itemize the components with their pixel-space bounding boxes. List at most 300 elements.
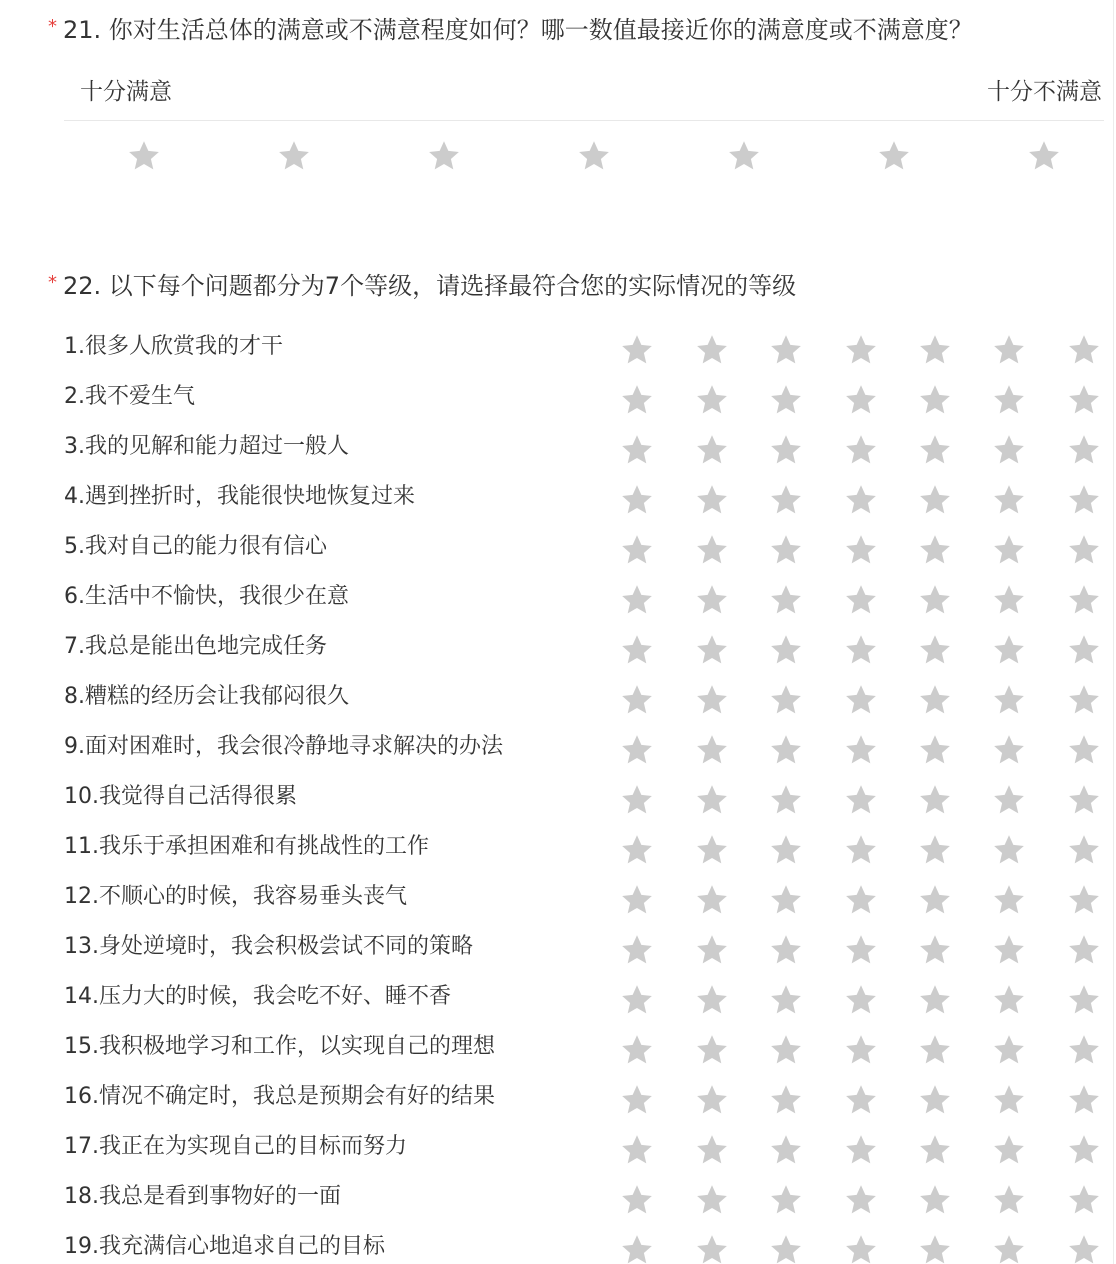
- rating-star-7[interactable]: [1066, 832, 1102, 868]
- rating-star-5[interactable]: [917, 582, 953, 618]
- rating-star-3[interactable]: [768, 682, 804, 718]
- rating-star-7[interactable]: [1066, 432, 1102, 468]
- star-icon: [917, 532, 953, 568]
- rating-star-7[interactable]: [1066, 732, 1102, 768]
- star-icon: [1066, 982, 1102, 1018]
- star-icon: [843, 582, 879, 618]
- star-icon: [917, 932, 953, 968]
- rating-star-3[interactable]: [768, 1132, 804, 1168]
- rating-star-7[interactable]: [1066, 632, 1102, 668]
- rating-star-6[interactable]: [991, 732, 1027, 768]
- star-icon: [1066, 1132, 1102, 1168]
- star-icon: [991, 1132, 1027, 1168]
- matrix-row-label: 13.身处逆境时，我会积极尝试不同的策略: [64, 934, 473, 959]
- rating-star-2[interactable]: [694, 1232, 730, 1264]
- rating-star-5[interactable]: [726, 138, 762, 174]
- star-icon: [694, 932, 730, 968]
- rating-star-3[interactable]: [768, 732, 804, 768]
- star-icon: [876, 138, 912, 174]
- rating-star-5[interactable]: [917, 982, 953, 1018]
- rating-star-4[interactable]: [843, 932, 879, 968]
- matrix-row-label: 16.情况不确定时，我总是预期会有好的结果: [64, 1084, 495, 1109]
- rating-star-2[interactable]: [694, 1082, 730, 1118]
- star-icon: [619, 932, 655, 968]
- matrix-row-label: 8.糟糕的经历会让我郁闷很久: [64, 684, 349, 709]
- matrix-row-label: 1.很多人欣赏我的才干: [64, 334, 283, 359]
- matrix-row-label: 17.我正在为实现自己的目标而努力: [64, 1134, 407, 1159]
- star-icon: [694, 782, 730, 818]
- rating-star-4[interactable]: [843, 632, 879, 668]
- rating-star-2[interactable]: [694, 1032, 730, 1068]
- rating-star-2[interactable]: [694, 432, 730, 468]
- rating-star-2[interactable]: [694, 582, 730, 618]
- rating-star-6[interactable]: [991, 1232, 1027, 1264]
- rating-star-5[interactable]: [917, 1232, 953, 1264]
- star-icon: [917, 732, 953, 768]
- matrix-row: [64, 1122, 1114, 1172]
- rating-star-5[interactable]: [917, 382, 953, 418]
- star-icon: [768, 382, 804, 418]
- matrix-row-stars: [64, 1172, 1114, 1222]
- star-icon: [619, 432, 655, 468]
- star-icon: [694, 682, 730, 718]
- matrix-row: [64, 1222, 1114, 1264]
- star-icon: [768, 1132, 804, 1168]
- matrix-row-label: 2.我不爱生气: [64, 384, 195, 409]
- rating-star-4[interactable]: [843, 682, 879, 718]
- rating-star-3[interactable]: [426, 138, 462, 174]
- rating-star-1[interactable]: [619, 982, 655, 1018]
- rating-star-2[interactable]: [276, 138, 312, 174]
- star-icon: [843, 832, 879, 868]
- rating-star-1[interactable]: [619, 632, 655, 668]
- star-icon: [991, 382, 1027, 418]
- star-icon: [619, 982, 655, 1018]
- rating-star-3[interactable]: [768, 482, 804, 518]
- rating-star-7[interactable]: [1066, 332, 1102, 368]
- matrix-row-label: 12.不顺心的时候，我容易垂头丧气: [64, 884, 407, 909]
- star-icon: [917, 782, 953, 818]
- star-icon: [1066, 532, 1102, 568]
- rating-star-4[interactable]: [843, 382, 879, 418]
- rating-star-2[interactable]: [694, 332, 730, 368]
- matrix-row-stars: [64, 722, 1114, 772]
- rating-star-7[interactable]: [1066, 532, 1102, 568]
- matrix-row: [64, 972, 1114, 1022]
- rating-star-3[interactable]: [768, 432, 804, 468]
- rating-star-4[interactable]: [843, 782, 879, 818]
- rating-star-7[interactable]: [1066, 582, 1102, 618]
- star-icon: [991, 882, 1027, 918]
- rating-star-3[interactable]: [768, 982, 804, 1018]
- star-icon: [426, 138, 462, 174]
- rating-star-3[interactable]: [768, 1182, 804, 1218]
- star-icon: [843, 432, 879, 468]
- scale-labels: [64, 76, 1104, 121]
- rating-star-1[interactable]: [619, 432, 655, 468]
- rating-star-1[interactable]: [619, 1082, 655, 1118]
- rating-star-1[interactable]: [619, 582, 655, 618]
- star-icon: [619, 1232, 655, 1264]
- rating-star-1[interactable]: [619, 932, 655, 968]
- matrix-row-stars: [64, 422, 1114, 472]
- star-icon: [991, 1082, 1027, 1118]
- star-icon: [694, 582, 730, 618]
- rating-star-7[interactable]: [1066, 782, 1102, 818]
- rating-star-7[interactable]: [1066, 1232, 1102, 1264]
- rating-star-4[interactable]: [843, 882, 879, 918]
- rating-star-1[interactable]: [126, 138, 162, 174]
- question-22-text: 22. 以下每个问题都分为7个等级，请选择最符合您的实际情况的等级: [63, 272, 797, 300]
- rating-star-2[interactable]: [694, 732, 730, 768]
- star-icon: [619, 1082, 655, 1118]
- star-icon: [991, 732, 1027, 768]
- star-icon: [917, 1182, 953, 1218]
- rating-star-5[interactable]: [917, 832, 953, 868]
- star-icon: [768, 332, 804, 368]
- rating-star-2[interactable]: [694, 882, 730, 918]
- star-icon: [917, 882, 953, 918]
- star-icon: [991, 632, 1027, 668]
- rating-star-1[interactable]: [619, 532, 655, 568]
- star-icon: [126, 138, 162, 174]
- star-icon: [694, 432, 730, 468]
- star-icon: [1066, 332, 1102, 368]
- star-icon: [619, 1182, 655, 1218]
- star-icon: [694, 482, 730, 518]
- rating-star-1[interactable]: [619, 682, 655, 718]
- star-icon: [843, 1132, 879, 1168]
- rating-star-1[interactable]: [619, 732, 655, 768]
- matrix-row: [64, 872, 1114, 922]
- star-icon: [768, 432, 804, 468]
- rating-star-4[interactable]: [843, 832, 879, 868]
- rating-star-4[interactable]: [843, 482, 879, 518]
- star-icon: [1066, 932, 1102, 968]
- rating-star-2[interactable]: [694, 1182, 730, 1218]
- matrix-row: [64, 472, 1114, 522]
- matrix-row-stars: [64, 872, 1114, 922]
- star-icon: [694, 1132, 730, 1168]
- rating-star-3[interactable]: [768, 832, 804, 868]
- star-icon: [917, 332, 953, 368]
- rating-star-3[interactable]: [768, 382, 804, 418]
- rating-star-6[interactable]: [991, 332, 1027, 368]
- star-icon: [843, 732, 879, 768]
- star-icon: [991, 682, 1027, 718]
- matrix-row-stars: [64, 1122, 1114, 1172]
- star-icon: [1066, 1182, 1102, 1218]
- star-icon: [619, 382, 655, 418]
- rating-star-5[interactable]: [917, 432, 953, 468]
- star-icon: [917, 632, 953, 668]
- rating-matrix: [64, 322, 1114, 1264]
- rating-star-6[interactable]: [991, 432, 1027, 468]
- star-icon: [1066, 582, 1102, 618]
- rating-star-6[interactable]: [991, 832, 1027, 868]
- rating-star-5[interactable]: [917, 1082, 953, 1118]
- matrix-row-label: 4.遇到挫折时，我能很快地恢复过来: [64, 484, 415, 509]
- star-icon: [843, 882, 879, 918]
- matrix-row-label: 14.压力大的时候，我会吃不好、睡不香: [64, 984, 451, 1009]
- matrix-row: [64, 522, 1114, 572]
- rating-star-7[interactable]: [1026, 138, 1062, 174]
- star-icon: [768, 532, 804, 568]
- matrix-row-stars: [64, 322, 1114, 372]
- star-icon: [843, 332, 879, 368]
- star-icon: [768, 882, 804, 918]
- rating-star-6[interactable]: [991, 482, 1027, 518]
- star-icon: [1066, 432, 1102, 468]
- rating-star-6[interactable]: [991, 1082, 1027, 1118]
- star-icon: [694, 882, 730, 918]
- star-icon: [768, 1082, 804, 1118]
- star-icon: [991, 532, 1027, 568]
- star-icon: [619, 532, 655, 568]
- rating-star-6[interactable]: [991, 882, 1027, 918]
- star-icon: [619, 782, 655, 818]
- matrix-row-label: 6.生活中不愉快，我很少在意: [64, 584, 349, 609]
- rating-star-3[interactable]: [768, 882, 804, 918]
- rating-star-5[interactable]: [917, 1182, 953, 1218]
- star-icon: [843, 1082, 879, 1118]
- star-icon: [619, 482, 655, 518]
- rating-star-3[interactable]: [768, 332, 804, 368]
- rating-star-5[interactable]: [917, 532, 953, 568]
- rating-star-4[interactable]: [843, 532, 879, 568]
- rating-star-4[interactable]: [843, 1182, 879, 1218]
- rating-star-5[interactable]: [917, 782, 953, 818]
- star-icon: [768, 932, 804, 968]
- rating-star-4[interactable]: [843, 432, 879, 468]
- rating-star-1[interactable]: [619, 382, 655, 418]
- rating-star-6[interactable]: [991, 982, 1027, 1018]
- star-icon: [843, 482, 879, 518]
- rating-star-7[interactable]: [1066, 1032, 1102, 1068]
- rating-star-2[interactable]: [694, 482, 730, 518]
- rating-star-2[interactable]: [694, 382, 730, 418]
- star-icon: [843, 682, 879, 718]
- rating-star-5[interactable]: [917, 332, 953, 368]
- star-icon: [991, 832, 1027, 868]
- star-icon: [768, 1232, 804, 1264]
- star-icon: [768, 982, 804, 1018]
- question-21-title: [48, 14, 973, 46]
- rating-star-5[interactable]: [917, 1032, 953, 1068]
- matrix-row: [64, 1022, 1114, 1072]
- rating-star-4[interactable]: [843, 1032, 879, 1068]
- matrix-row-stars: [64, 1022, 1114, 1072]
- rating-star-1[interactable]: [619, 1232, 655, 1264]
- rating-star-2[interactable]: [694, 532, 730, 568]
- star-icon: [991, 1232, 1027, 1264]
- rating-star-2[interactable]: [694, 932, 730, 968]
- matrix-row-stars: [64, 972, 1114, 1022]
- rating-star-5[interactable]: [917, 932, 953, 968]
- star-icon: [619, 682, 655, 718]
- star-icon: [694, 1232, 730, 1264]
- matrix-row: [64, 1172, 1114, 1222]
- rating-star-4[interactable]: [843, 1082, 879, 1118]
- rating-star-7[interactable]: [1066, 482, 1102, 518]
- star-icon: [619, 732, 655, 768]
- matrix-row: [64, 572, 1114, 622]
- rating-star-6[interactable]: [991, 582, 1027, 618]
- rating-star-1[interactable]: [619, 832, 655, 868]
- star-icon: [768, 1182, 804, 1218]
- star-icon: [991, 932, 1027, 968]
- rating-star-3[interactable]: [768, 782, 804, 818]
- rating-star-1[interactable]: [619, 1132, 655, 1168]
- rating-star-6[interactable]: [991, 932, 1027, 968]
- star-icon: [917, 982, 953, 1018]
- rating-star-2[interactable]: [694, 682, 730, 718]
- matrix-row: [64, 672, 1114, 722]
- star-icon: [768, 632, 804, 668]
- star-icon: [917, 482, 953, 518]
- rating-star-4[interactable]: [843, 982, 879, 1018]
- rating-star-1[interactable]: [619, 882, 655, 918]
- star-icon: [991, 1032, 1027, 1068]
- rating-star-6[interactable]: [991, 782, 1027, 818]
- rating-star-5[interactable]: [917, 732, 953, 768]
- rating-star-3[interactable]: [768, 532, 804, 568]
- rating-star-7[interactable]: [1066, 382, 1102, 418]
- rating-star-6[interactable]: [991, 1132, 1027, 1168]
- rating-star-7[interactable]: [1066, 1132, 1102, 1168]
- rating-star-4[interactable]: [843, 1232, 879, 1264]
- star-icon: [694, 632, 730, 668]
- star-icon: [991, 332, 1027, 368]
- star-icon: [694, 332, 730, 368]
- star-icon: [991, 782, 1027, 818]
- rating-star-7[interactable]: [1066, 1182, 1102, 1218]
- rating-star-7[interactable]: [1066, 882, 1102, 918]
- star-icon: [1066, 482, 1102, 518]
- question-22: [0, 270, 1116, 1264]
- star-icon: [917, 1232, 953, 1264]
- star-icon: [619, 332, 655, 368]
- rating-star-6[interactable]: [991, 532, 1027, 568]
- star-icon: [1066, 882, 1102, 918]
- rating-star-3[interactable]: [768, 582, 804, 618]
- rating-star-7[interactable]: [1066, 982, 1102, 1018]
- star-icon: [991, 432, 1027, 468]
- matrix-row: [64, 422, 1114, 472]
- rating-star-2[interactable]: [694, 632, 730, 668]
- matrix-row: [64, 922, 1114, 972]
- rating-star-3[interactable]: [768, 932, 804, 968]
- rating-star-5[interactable]: [917, 632, 953, 668]
- star-icon: [843, 932, 879, 968]
- rating-star-1[interactable]: [619, 1182, 655, 1218]
- star-icon: [768, 832, 804, 868]
- star-icon: [917, 1132, 953, 1168]
- rating-star-6[interactable]: [991, 1032, 1027, 1068]
- star-icon: [1066, 382, 1102, 418]
- star-icon: [1066, 632, 1102, 668]
- star-icon: [694, 1032, 730, 1068]
- star-icon: [619, 832, 655, 868]
- rating-star-5[interactable]: [917, 1132, 953, 1168]
- rating-star-6[interactable]: [991, 382, 1027, 418]
- scale-label-right: 十分不满意: [987, 79, 1102, 105]
- rating-star-3[interactable]: [768, 1232, 804, 1264]
- star-icon: [1066, 1232, 1102, 1264]
- star-icon: [917, 1082, 953, 1118]
- star-icon: [843, 532, 879, 568]
- star-icon: [768, 732, 804, 768]
- required-mark: *: [48, 272, 57, 293]
- rating-star-1[interactable]: [619, 332, 655, 368]
- matrix-row-stars: [64, 472, 1114, 522]
- question-21-text: 21. 你对生活总体的满意或不满意程度如何？哪一数值最接近你的满意度或不满意度？: [63, 16, 973, 44]
- rating-star-2[interactable]: [694, 982, 730, 1018]
- star-icon: [276, 138, 312, 174]
- star-icon: [843, 632, 879, 668]
- rating-star-4[interactable]: [843, 582, 879, 618]
- star-icon: [917, 1032, 953, 1068]
- rating-star-4[interactable]: [576, 138, 612, 174]
- star-icon: [843, 1032, 879, 1068]
- star-icon: [619, 1032, 655, 1068]
- rating-star-7[interactable]: [1066, 682, 1102, 718]
- rating-star-3[interactable]: [768, 1082, 804, 1118]
- rating-star-1[interactable]: [619, 1032, 655, 1068]
- star-icon: [768, 1032, 804, 1068]
- rating-star-7[interactable]: [1066, 1082, 1102, 1118]
- rating-star-1[interactable]: [619, 482, 655, 518]
- rating-star-4[interactable]: [843, 1132, 879, 1168]
- matrix-row: [64, 722, 1114, 772]
- rating-star-2[interactable]: [694, 832, 730, 868]
- rating-star-5[interactable]: [917, 882, 953, 918]
- rating-star-5[interactable]: [917, 482, 953, 518]
- rating-star-6[interactable]: [876, 138, 912, 174]
- rating-star-2[interactable]: [694, 1132, 730, 1168]
- star-icon: [843, 982, 879, 1018]
- star-icon: [726, 138, 762, 174]
- matrix-row: [64, 622, 1114, 672]
- matrix-row-stars: [64, 772, 1114, 822]
- rating-star-3[interactable]: [768, 632, 804, 668]
- star-icon: [619, 1132, 655, 1168]
- rating-star-6[interactable]: [991, 632, 1027, 668]
- rating-star-1[interactable]: [619, 782, 655, 818]
- star-icon: [768, 582, 804, 618]
- star-icon: [694, 982, 730, 1018]
- matrix-row-label: 3.我的见解和能力超过一般人: [64, 434, 349, 459]
- rating-star-6[interactable]: [991, 1182, 1027, 1218]
- star-icon: [1066, 1082, 1102, 1118]
- rating-star-5[interactable]: [917, 682, 953, 718]
- matrix-row-label: 19.我充满信心地追求自己的目标: [64, 1234, 385, 1259]
- matrix-row-stars: [64, 1222, 1114, 1264]
- rating-star-2[interactable]: [694, 782, 730, 818]
- rating-star-7[interactable]: [1066, 932, 1102, 968]
- rating-star-4[interactable]: [843, 332, 879, 368]
- star-icon: [843, 382, 879, 418]
- matrix-row: [64, 772, 1114, 822]
- matrix-row-stars: [64, 672, 1114, 722]
- star-icon: [1066, 732, 1102, 768]
- star-icon: [619, 882, 655, 918]
- star-icon: [1066, 682, 1102, 718]
- rating-star-4[interactable]: [843, 732, 879, 768]
- question-21: [0, 14, 1116, 234]
- rating-star-3[interactable]: [768, 1032, 804, 1068]
- rating-star-6[interactable]: [991, 682, 1027, 718]
